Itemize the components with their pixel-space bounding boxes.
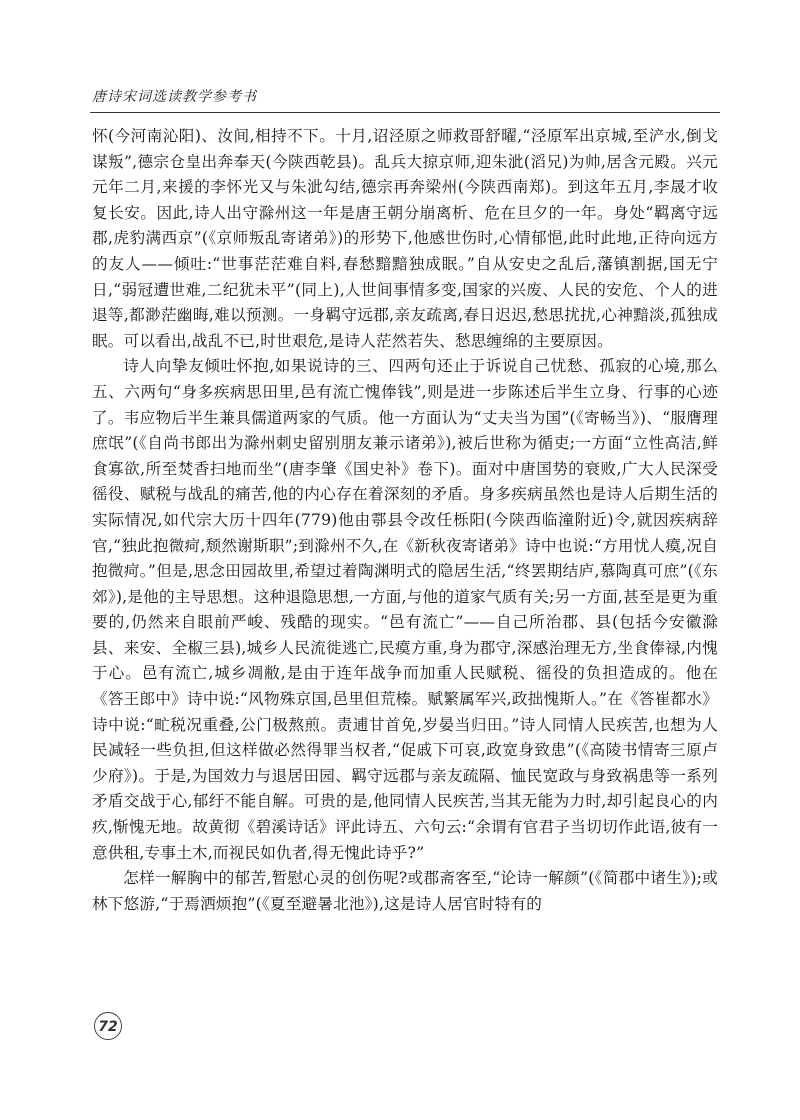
page-number: 72 <box>94 1012 122 1040</box>
paragraph-2: 诗人向挚友倾吐怀抱,如果说诗的三、四两句还止于诉说自己忧愁、孤寂的心境,那么五、六两句“身多疾病思田里,邑有流亡愧俸钱”,则是进一步陈述后半生立身、行事的心迹了。韦应物后半生兼具儒道两家的气质。他一方面认为“丈夫当为国”(《寄畅当》)、“服膺理庶氓”(《自尚书郎出为滁州刺史留别朋友兼示诸弟》),被后世称为循吏;一方面“立性高洁,鲜食寡欲,所至焚香扫地而坐”(唐李肇《国史补》卷下)。面对中唐国势的衰败,广大人民深受徭役、赋税与战乱的痛苦,他的内心存在着深刻的矛盾。身多疾病虽然也是诗人后期生活的实际情况,如代宗大历十四年(779)他由鄠县令改任栎阳(今陕西临潼附近)令,就因疾病辞官,“独此抱微疴,颓然谢斯职”;到滁州不久,在《新秋夜寄诸弟》诗中也说:“方用忧人瘼,况自抱微疴。”但是,思念田园故里,希望过着陶渊明式的隐居生活,“终罢期结庐,慕陶真可庶”(《东郊》),是他的主导思想。这种退隐思想,一方面,与他的道家气质有关;另一方面,甚至是更为重要的,仍然来自眼前严峻、残酷的现实。“邑有流亡”——自己所治郡、县(包括今安徽滁县、来安、全椒三县),城乡人民流徙逃亡,民瘼方重,身为郡守,深感治理无方,坐食俸禄,内愧于心。邑有流亡,城乡凋敝,是由于连年战争而加重人民赋税、徭役的负担造成的。他在《答王郎中》诗中说:“风物殊京国,邑里但荒榛。赋繁属军兴,政拙愧斯人。”在《答崔都水》诗中说:“甿税况重叠,公门极熬煎。责逋甘首免,岁晏当归田。”诗人同情人民疾苦,也想为人民减轻一些负担,但这样做必然得罪当权者,“促戚下可哀,政宽身致患”(《高陵书情寄三原卢少府》)。于是,为国效力与退居田园、羁守远郡与亲友疏隔、恤民宽政与身致祸患等一系列矛盾交战于心,郁纡不能自解。可贵的是,他同情人民疾苦,当其无能为力时,却引起良心的内疚,惭愧无地。故黄彻《碧溪诗话》评此诗五、六句云:“余谓有官君子当切切作此语,彼有一意供租,专事土木,而视民如仇者,得无愧此诗乎?” <box>92 357 718 862</box>
paragraph-3: 怎样一解胸中的郁苦,暂慰心灵的创伤呢?或郡斋客至,“论诗一解颜”(《简郡中诸生》);或林下悠游,“于焉洒烦抱”(《夏至避暑北池》),这是诗人居官时特有的 <box>92 869 718 913</box>
running-head: 唐诗宋词选读教学参考书 <box>92 89 257 105</box>
paragraph-1: 怀(今河南沁阳)、汝间,相持不下。十月,诏泾原之师救哥舒曜,“泾原军出京城,至浐水,倒戈谋叛”,德宗仓皇出奔奉天(今陕西乾县)。乱兵大掠京师,迎朱泚(滔兄)为帅,居含元殿。兴元元年二月,来援的李怀光又与朱泚勾结,德宗再奔梁州(今陕西南郑)。到这年五月,李晟才收复长安。因此,诗人出守滁州这一年是唐王朝分崩离析、危在旦夕的一年。身处“羁离守远郡,虎豹满西京”(《京师叛乱寄诸弟》)的形势下,他感世伤时,心情郁悒,此时此地,正待向远方的友人——倾吐:“世事茫茫难自料,春愁黯黯独成眠。”自从安史之乱后,藩镇割据,国无宁日,“弱冠遭世难,二纪犹未平”(同上),人世间事情多变,国家的兴废、人民的安危、个人的进退等,都渺茫幽晦,难以预测。一身羁守远郡,亲友疏离,春日迟迟,愁思扰扰,心神黯淡,孤独成眠。可以看出,战乱不已,时世艰危,是诗人茫然若失、愁思缠绵的主要原因。 <box>92 127 718 350</box>
body-text <box>92 124 718 917</box>
header-rule <box>90 112 720 113</box>
